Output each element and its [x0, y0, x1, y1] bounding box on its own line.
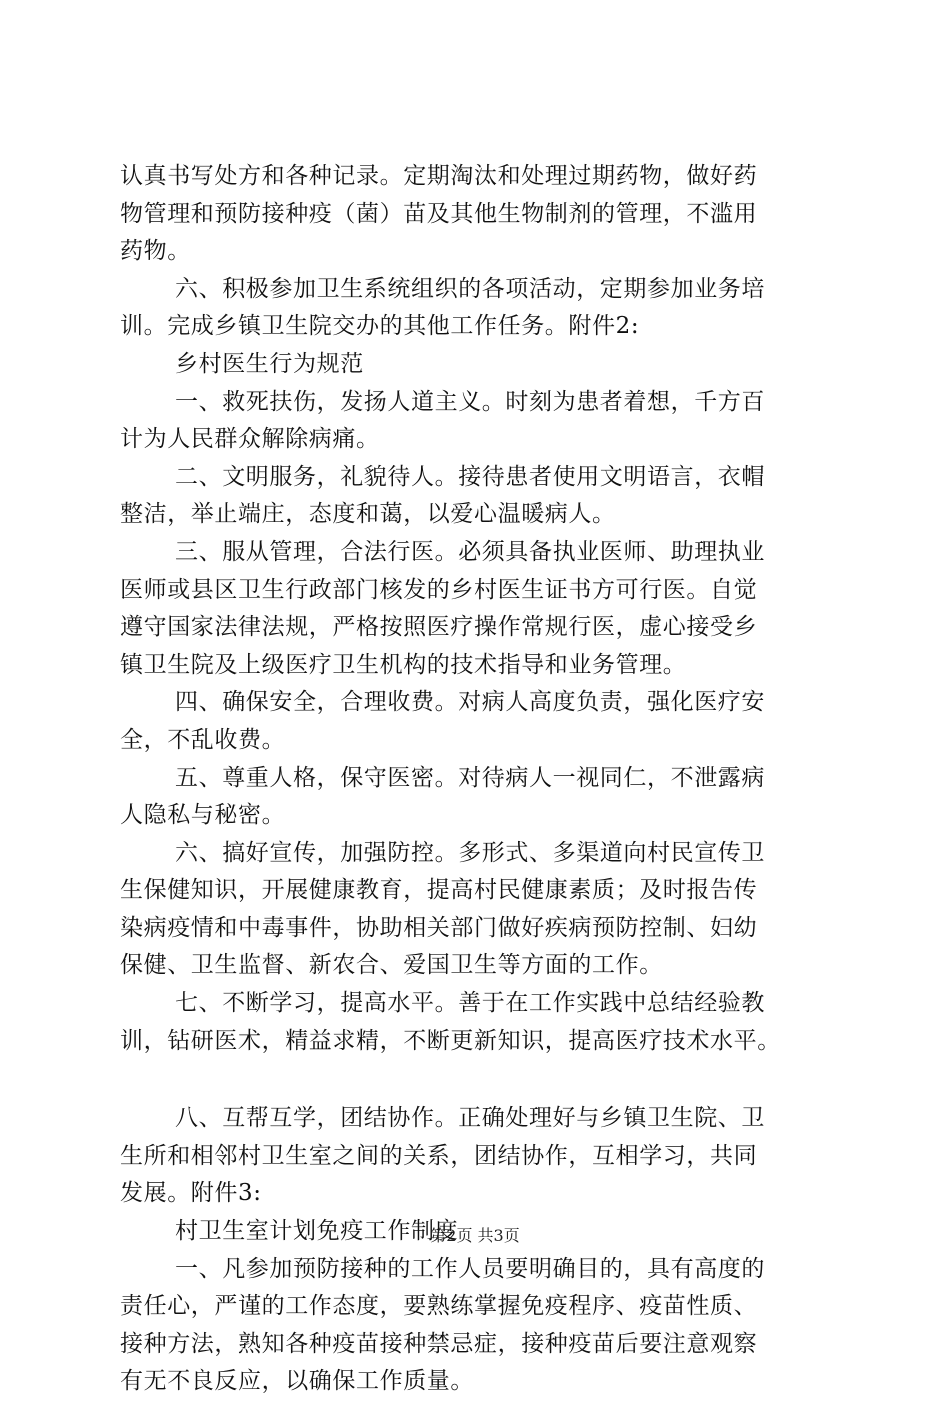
text-line: 八、互帮互学，团结协作。正确处理好与乡镇卫生院、卫 [175, 1105, 765, 1132]
text-line: 保健、卫生监督、新农合、爱国卫生等方面的工作。 [120, 952, 663, 979]
text-line: 染病疫情和中毒事件，协助相关部门做好疾病预防控制、妇幼 [120, 914, 758, 941]
text-line: 责任心，严谨的工作态度，要熟练掌握免疫程序、疫苗性质、 [120, 1293, 758, 1320]
text-line: 有无不良反应，以确保工作质量。 [120, 1368, 474, 1395]
text-line: 一、救死扶伤，发扬人道主义。时刻为患者着想，千方百 [175, 388, 765, 415]
page-footer: 第2页 共3页 [430, 1226, 520, 1245]
text-line: 三、服从管理，合法行医。必须具备执业医师、助理执业 [175, 538, 765, 565]
text-line: 计为人民群众解除病痛。 [120, 426, 380, 453]
text-line: 训，钻研医术，精益求精，不断更新知识，提高医疗技术水平。 [120, 1027, 781, 1054]
text-line: 整洁，举止端庄，态度和蔼，以爱心温暖病人。 [120, 501, 616, 528]
text-line: 发展。附件3: [120, 1180, 262, 1207]
text-line: 全，不乱收费。 [120, 726, 286, 753]
text-line: 镇卫生院及上级医疗卫生机构的技术指导和业务管理。 [120, 651, 687, 678]
text-line: 药物。 [120, 238, 191, 265]
text-line: 接种方法，熟知各种疫苗接种禁忌症，接种疫苗后要注意观察 [120, 1330, 758, 1357]
document-body [0, 158, 950, 1401]
text-line: 生所和相邻村卫生室之间的关系，团结协作，互相学习，共同 [120, 1142, 758, 1169]
text-line: 认真书写处方和各种记录。定期淘汰和处理过期药物，做好药 [120, 163, 758, 189]
text-line: 遵守国家法律法规，严格按照医疗操作常规行医，虚心接受乡 [120, 614, 758, 641]
text-line: 四、确保安全，合理收费。对病人高度负责，强化医疗安 [175, 689, 765, 716]
section-heading: 乡村医生行为规范 [175, 350, 364, 377]
section-heading: 村卫生室计划免疫工作制度 [175, 1218, 459, 1245]
paragraph-gap [0, 1060, 950, 1100]
text-line: 医师或县区卫生行政部门核发的乡村医生证书方可行医。自觉 [120, 576, 758, 603]
text-line: 训。完成乡镇卫生院交办的其他工作任务。附件2: [120, 313, 640, 340]
text-line: 一、凡参加预防接种的工作人员要明确目的，具有高度的 [175, 1255, 765, 1282]
text-line: 七、不断学习，提高水平。善于在工作实践中总结经验教 [175, 990, 765, 1017]
text-line: 生保健知识，开展健康教育，提高村民健康素质；及时报告传 [120, 877, 758, 904]
text-line: 二、文明服务，礼貌待人。接待患者使用文明语言，衣帽 [175, 463, 765, 490]
text-line: 物管理和预防接种疫（菌）苗及其他生物制剂的管理，不滥用 [120, 200, 758, 227]
text-line: 六、积极参加卫生系统组织的各项活动，定期参加业务培 [175, 275, 765, 302]
text-line: 五、尊重人格，保守医密。对待病人一视同仁，不泄露病 [175, 764, 765, 791]
text-line: 六、搞好宣传，加强防控。多形式、多渠道向村民宣传卫 [175, 839, 765, 866]
text-line: 人隐私与秘密。 [120, 802, 286, 829]
